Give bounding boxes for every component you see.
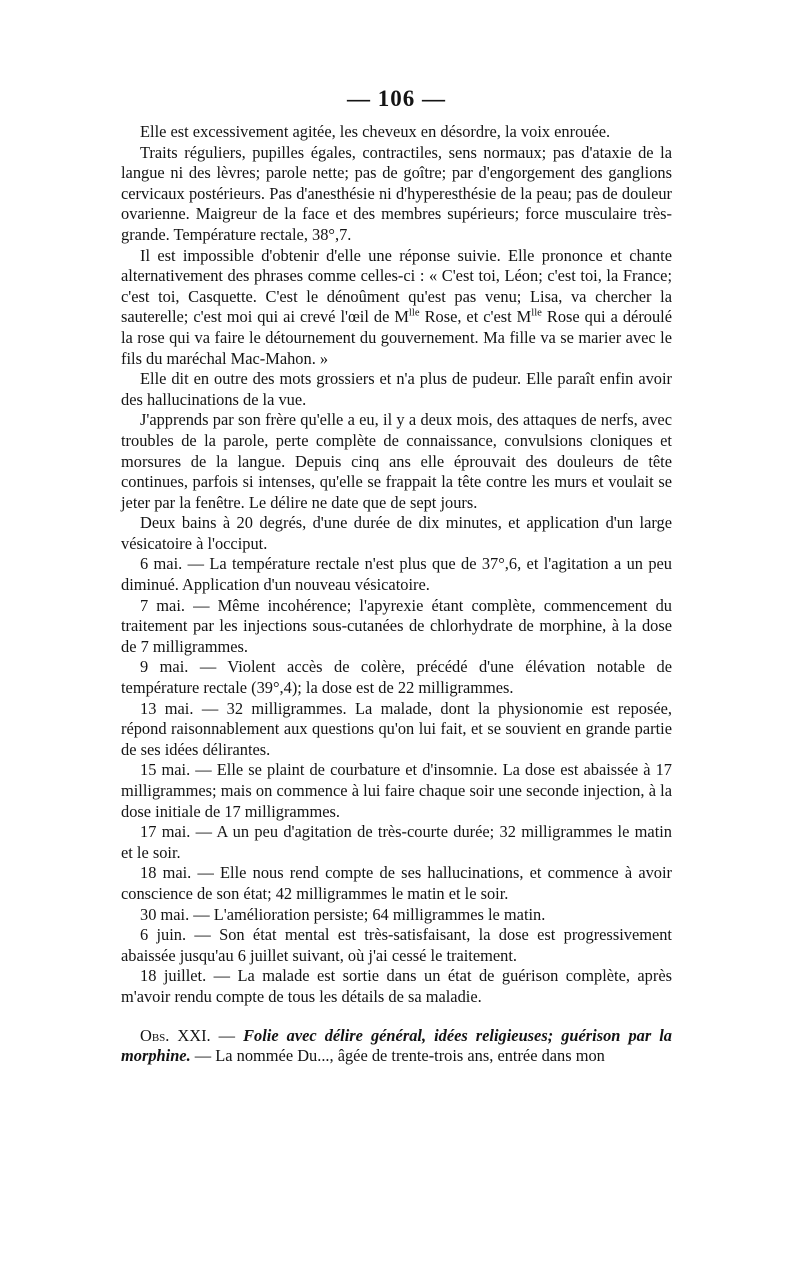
- paragraph: Elle dit en outre des mots grossiers et n'a plus de pudeur. Elle paraît enfin avoir des hallucinations de la vue.: [121, 369, 672, 409]
- paragraph: 13 mai. — 32 milligrammes. La malade, dont la physionomie est reposée, répond raisonnablement aux questions qu'on lui fait, et se souvient en grande partie de ses idées délirantes.: [121, 698, 672, 759]
- paragraph: 18 juillet. — La malade est sortie dans un état de guérison complète, après m'avoir rendu compte de tous les détails de sa maladie.: [121, 966, 672, 1006]
- paragraph: 30 mai. — L'amélioration persiste; 64 milligrammes le matin.: [140, 904, 546, 924]
- paragraph: 15 mai. — Elle se plaint de courbature et d'insomnie. La dose est abaissée à 17 milligrammes; mais on commence à lui faire chaque soir une seconde injection, à la dose initiale de 17 milligrammes.: [121, 760, 672, 821]
- observation-dash: —: [210, 1025, 244, 1045]
- paragraph: 18 mai. — Elle nous rend compte de ses hallucinations, et commence à avoir conscience de son état; 42 milligrammes le matin et le soir.: [121, 863, 672, 903]
- page-number: — 106 —: [347, 86, 446, 111]
- observation-label: Obs. XXI.: [140, 1025, 211, 1045]
- paragraph: J'apprends par son frère qu'elle a eu, il y a deux mois, des attaques de nerfs, avec troubles de la parole, perte complète de connaissance, convulsions cloniques et morsures de la langue. Depuis cinq ans elle éprouvait des douleurs de tête continues, parfois si intenses, qu'elle se frappait la tête contre les murs et voulait se jeter par la fenêtre. Le délire ne date que de sept jours.: [121, 410, 672, 512]
- paragraph: 9 mai. — Violent accès de colère, précédé d'une élévation notable de température rectale (39°,4); la dose est de 22 milligrammes.: [121, 657, 672, 698]
- paragraph: Traits réguliers, pupilles égales, contractiles, sens normaux; pas d'ataxie de la langue ni des lèvres; parole nette; pas de goître; par d'engorgement des ganglions cervicaux postérieurs. Pas d'anesthésie ni d'hyperesthésie de la peau; pas de douleur ovarienne. Maigreur de la face et des membres supérieurs; force musculaire très-grande. Température rectale, 38°,7.: [121, 142, 672, 244]
- observation-text: — La nommée Du..., âgée de trente-trois ans, entrée dans mon: [190, 1046, 605, 1066]
- paragraph: 6 juin. — Son état mental est très-satisfaisant, la dose est progressivement abaissée jusqu'au 6 juillet suivant, où j'ai cessé le traitement.: [121, 925, 672, 965]
- paragraph: Deux bains à 20 degrés, d'une durée de dix minutes, et application d'un large vésicatoire à l'occiput.: [121, 513, 672, 553]
- paragraph: Il est impossible d'obtenir d'elle une réponse suivie. Elle prononce et chante alternativement des phrases comme celles-ci : « C'est toi, Léon; c'est toi, la France; c'est toi, Casquette. C'est le dénoûment qu'est pas venu; Lisa, va chercher la sauterelle; c'est moi qui ai crevé l'œil de $M^{lle}$ Rose, et c'est $M^{lle}$ Rose qui a déroulé la rose qui va faire le détournement du gouvernement. Ma fille va se marier avec le fils du maréchal Mac-Mahon. »: [121, 245, 672, 368]
- observation-title: Folie avec délire général, idées religieuses; guérison par la morphine.: [121, 1025, 672, 1066]
- paragraph: Elle est excessivement agitée, les cheveux en désordre, la voix enrouée.: [140, 122, 611, 141]
- paragraph: 6 mai. — La température rectale n'est plus que de 37°,6, et l'agitation a un peu diminué. Application d'un nouveau vésicatoire.: [121, 554, 672, 595]
- paragraph: 7 mai. — Même incohérence; l'apyrexie étant complète, commencement du traitement par les injections sous-cutanées de chlorhydrate de morphine, à la dose de 7 milligrammes.: [121, 595, 672, 656]
- paragraph: 17 mai. — A un peu d'agitation de très-courte durée; 32 milligrammes le matin et le soir.: [121, 822, 672, 862]
- observation-heading: [121, 1026, 672, 1067]
- body-text: [121, 122, 672, 1067]
